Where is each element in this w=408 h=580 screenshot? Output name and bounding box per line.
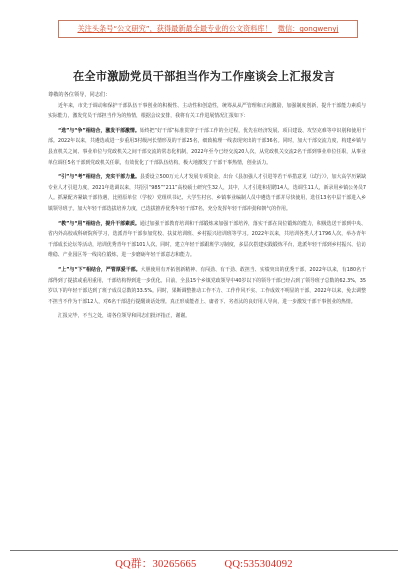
paragraph-select-compete xyxy=(48,126,366,168)
footer-qq-group: QQ群：30265665 xyxy=(115,559,197,570)
promo-banner[interactable] xyxy=(58,20,358,38)
paragraph-text: 大胆使用有开拓创新精神、有闯劲、有干劲、敢担当、实绩突出的优秀干部，2022年以来，有180名干部得到了提拔或重用重用，干部结构得到进一步优化。目前，全县15个乡镇党政领导中40岁以下的领导干部已经占到了领导班子总数的62.3%，35岁以下的年轻干部达到了班子成员总数的33.5%。同时，果断调整推动工作不力、工作作风不实、工作成效不明显的干部，2022年以来，免去调整不担当不作为干部12人，对6名干部进行提醒谈话处理。真正形成能者上、庸者下、劣者汰的良好用人导向，进一步激发干部干事创业的热情。 xyxy=(48,266,366,305)
footer-divider xyxy=(10,550,398,551)
paragraph-teach-use xyxy=(48,219,366,261)
paragraph-lead: “上”与“下”相结合，严管厚爱干部。 xyxy=(58,266,141,273)
paragraph-lead: “引”与“考”相结合，充实干部力量。 xyxy=(58,174,140,181)
greeting: 尊敬的各位领导，同志们： xyxy=(48,92,111,98)
banner-wechat-text: 微信：gongwenyj xyxy=(277,24,339,33)
paragraph-text: 县委设立500万元人才发展专项资金，出台《县加强人才引进等若干举措意见（试行）》，加大高学历紧缺专业人才引进力度，2021年选调以来，共招引“985”“211”高校硕士研究生32人，其中，人才引进和招聘14人，选调生11人，新录用乡镇公务员7人。抓紧配齐紧缺干部待遇，比照原单位（学校）党组织书记、大学生村官、乡镇事业编制人员中遴选干部并尽快使用，选任13名中层干部进入乡镇领导班子。加大年轻干部选拔培养力度，已选拔推荐优秀年轻干部7名，充分发挥年轻干部冲劲和朝气的作用。 xyxy=(48,174,367,212)
paragraph-text: 始终把“好干部”标准贯穿于干部工作的全过程，优先在经济发展、项目建设、攻坚克难等中识别和使用干部。2022年以来，共遴选或进一步重用3村级河长情形及的干部25名，细致梳理一线表现突出的干部36名。同时，加大干部交流力度，构建乡镇与县直机关之间、事业单位与党政机关之间干部交流的常态化机制，2022年至今已经交流20人次，从党政机关交流2名干部到事业单位任职，从事业单位调任5名干部到党政机关任职，有效优化了干部队伍结构，极大地激发了干部干事热情，创业活力。 xyxy=(48,127,367,166)
paragraph-up-down xyxy=(48,265,366,307)
document-title: 在全市激励党员干部担当作为工作座谈会上汇报发言 xyxy=(73,71,335,83)
closing-paragraph: 汇报完毕，不当之处，请各位领导和同志们批评指正，谢谢。 xyxy=(58,313,191,320)
footer-qq: QQ:535304092 xyxy=(224,559,293,570)
paragraph-introduce-assess xyxy=(48,172,366,214)
banner-text[interactable] xyxy=(77,24,338,34)
footer-contact xyxy=(0,556,408,571)
banner-left-text: 关注头条号“公文研究”，获得最新最全最专业的公文资料库！ xyxy=(77,24,272,33)
paragraph-lead: “教”与“用”相结合，提升干部素质。 xyxy=(58,220,140,227)
paragraph-intro xyxy=(48,101,366,122)
document-body xyxy=(48,90,366,326)
paragraph-text: 通过加强干部教育培训和干部锻炼来加强干部培养，落实干部在岗位锻炼的能力，积极选送干部到中央、省内外高校或科研院所学习，选派青年干部参加党校、扶贫培训班、乡村振兴培训班等学习。2022年以来，共培训各类人才1796人次，举办青年干部成长论坛等活动，培训优秀青年干部101人次。同时，建立年轻干部跟班学习制度，多层次搭建实践锻炼平台，选派年轻干部到乡村振兴、信访维稳、产业园区等一线岗位锻炼，进一步磨砺年轻干部意志和能力。 xyxy=(48,220,366,259)
paragraph-lead: “选”与“争”相结合，激发干部激情。 xyxy=(58,127,140,134)
paragraph-text: 近年来，市先于调动和保护干部队伍干事创业的积极性、主动性和创造性，统筹从从严管理和正向激励，加强制度创新，提升干部能力素质与实际能力，激发党员干部担当作为的热情，根据会议安排，我将有关工作进展情况汇报如下： xyxy=(48,102,366,120)
